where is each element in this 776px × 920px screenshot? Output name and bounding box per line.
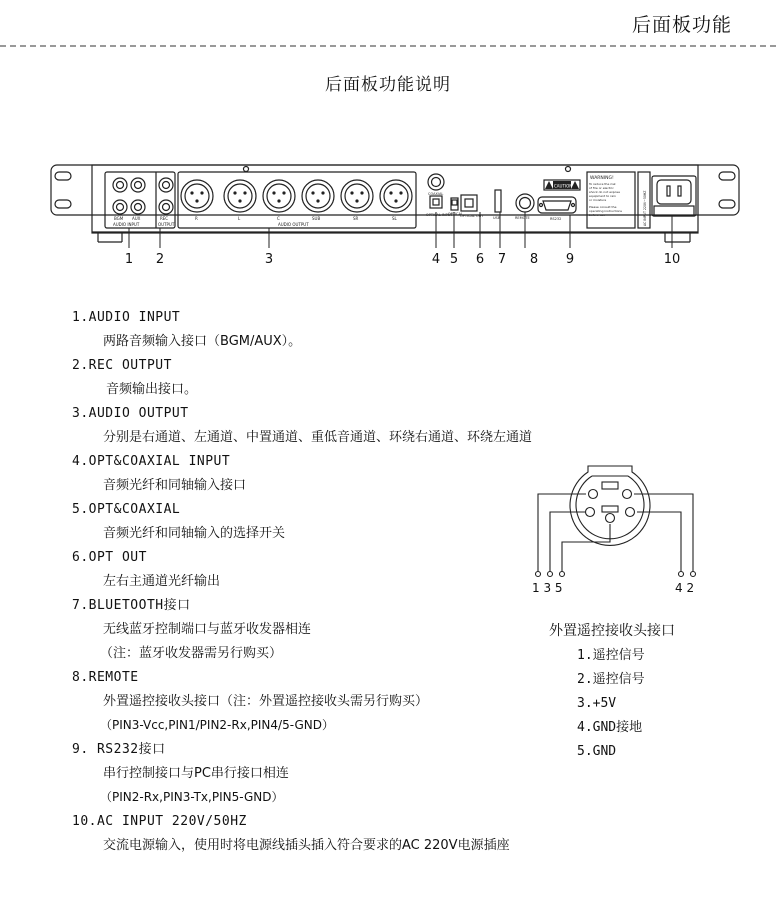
- callout-number: 7: [497, 252, 507, 267]
- rca-jack-icon: [131, 200, 145, 214]
- channel-label: C: [277, 216, 280, 221]
- coaxial-jack-icon: [428, 174, 444, 190]
- item-description: 音频输出接口。: [106, 382, 198, 397]
- warning-triangle-icon: [545, 181, 553, 189]
- pin-icon: [586, 508, 595, 517]
- pin-icon: [606, 514, 615, 523]
- pin-item: 5.GND: [577, 744, 617, 759]
- item-description: 分别是右通道、左通道、中置通道、重低音通道、环绕右通道、环绕左通道: [103, 430, 533, 445]
- optical-input-icon: [430, 196, 442, 208]
- item-rec-output: [72, 357, 197, 398]
- mount-slot-icon: [55, 172, 71, 180]
- optical-out-label: OPTICAL OUT: [460, 214, 484, 218]
- item-opt-coaxial-input: [72, 453, 246, 494]
- channel-label: SL: [392, 216, 397, 221]
- item-heading: 10.AC INPUT 220V/50HZ: [72, 814, 247, 829]
- callout-number: 3: [264, 252, 274, 267]
- warning-line: shock do not expose: [589, 190, 620, 194]
- bgm-label: BGM: [114, 216, 124, 221]
- pin-item: 2.遥控信号: [577, 672, 645, 687]
- callout-number: 1: [124, 252, 134, 267]
- pin-item: 4.GND接地: [577, 720, 643, 735]
- xlr-connector-icon: [181, 180, 412, 212]
- callout-number: 5: [449, 252, 459, 267]
- item-audio-input: [72, 309, 301, 350]
- dashed-divider: [0, 45, 776, 47]
- warning-title: WARNING!: [590, 176, 614, 181]
- audio-output-label: AUDIO OUTPUT: [278, 222, 309, 227]
- callout-number: 10: [663, 252, 681, 267]
- mount-slot-icon: [55, 200, 71, 208]
- rca-jack-icon: [113, 178, 127, 192]
- item-heading: 4.OPT&COAXIAL INPUT: [72, 454, 231, 469]
- pin-icon: [626, 508, 635, 517]
- channel-label: L: [238, 216, 241, 221]
- item-heading: 9. RS232接口: [72, 742, 166, 757]
- remote-label: REMOTE: [515, 216, 530, 220]
- rca-jack-icon: [113, 200, 127, 214]
- item-opt-out: [72, 549, 220, 590]
- item-heading: 8.REMOTE: [72, 670, 139, 685]
- warning-line: before use: [589, 213, 605, 217]
- rs232-port-icon: [538, 197, 576, 213]
- remote-pin-diagram: [528, 462, 708, 602]
- channel-label: R: [195, 216, 198, 221]
- item-rs232: [72, 741, 289, 806]
- remote-port-icon: [516, 194, 534, 212]
- right-pin-numbers: 4 2: [675, 581, 695, 595]
- pin-item: 1.遥控信号: [577, 648, 645, 663]
- item-note: （PIN3-Vcc,PIN1/PIN2-Rx,PIN4/5-GND）: [100, 718, 334, 732]
- pin-list: [577, 644, 645, 764]
- rca-jack-icon: [131, 178, 145, 192]
- left-pin-numbers: 1 3 5: [532, 581, 563, 595]
- item-heading: 7.BLUETOOTH接口: [72, 598, 191, 613]
- pin-diagram-title: 外置遥控接收头接口: [549, 623, 675, 639]
- rear-panel-diagram: [50, 160, 740, 270]
- item-description: 两路音频输入接口（BGM/AUX）。: [103, 334, 302, 349]
- ac-input-label: AC INPUT 220V~50HZ: [643, 190, 647, 226]
- item-description: 外置遥控接收头接口（注：外置遥控接收头需另行购买）: [103, 694, 429, 709]
- item-heading: 3.AUDIO OUTPUT: [72, 406, 189, 421]
- item-remote: [72, 669, 428, 734]
- item-bluetooth: [72, 597, 311, 662]
- callout-number: 2: [155, 252, 165, 267]
- aux-label: AUX: [132, 216, 141, 221]
- item-heading: 2.REC OUTPUT: [72, 358, 172, 373]
- rec-label: REC: [160, 216, 169, 221]
- channel-label: SUB: [312, 216, 321, 221]
- caution-label: CAUTION: [554, 183, 573, 189]
- warning-line: Please consult the: [589, 205, 617, 209]
- rs232-label: RS232: [550, 217, 562, 221]
- pin-icon: [589, 490, 598, 499]
- pin-item: 3.+5V: [577, 696, 617, 711]
- optical-label: OPTICAL: [448, 212, 463, 216]
- item-heading: 6.OPT OUT: [72, 550, 147, 565]
- channel-label: SR: [353, 216, 359, 221]
- pin-icon: [623, 490, 632, 499]
- item-description: 无线蓝牙控制端口与蓝牙收发器相连: [103, 622, 312, 637]
- warning-line: operating instructions: [589, 209, 622, 213]
- item-note: （PIN2-Rx,PIN3-Tx,PIN5-GND）: [100, 790, 284, 804]
- warning-line: or moisture: [589, 198, 607, 202]
- item-opt-coaxial-switch: [72, 501, 285, 542]
- section-title: 后面板功能: [631, 14, 732, 36]
- usb-port-icon: [495, 190, 501, 212]
- ac-inlet-icon: [652, 176, 696, 216]
- item-ac-input: [72, 813, 510, 854]
- warning-line: To reduce the risk: [589, 182, 616, 186]
- coaxial-label: COAXIAL: [428, 192, 444, 196]
- item-audio-output: [72, 405, 532, 446]
- item-description: 音频光纤和同轴输入的选择开关: [103, 526, 286, 541]
- rec-output-label: OUTPUT: [158, 222, 175, 227]
- item-description: 交流电源输入，使用时将电源线插头插入符合要求的AC 220V电源插座: [103, 838, 510, 853]
- callout-number: 6: [475, 252, 485, 267]
- usb-label: USB: [493, 216, 501, 220]
- rca-jack-icon: [159, 200, 173, 214]
- item-description: 串行控制接口与PC串行接口相连: [103, 766, 289, 781]
- optical-input-label: OPTICAL INPUT: [426, 213, 453, 217]
- mount-slot-icon: [719, 172, 735, 180]
- optical-out-icon: [461, 195, 477, 211]
- rca-jack-icon: [159, 178, 173, 192]
- warning-line: of fire or electric: [589, 186, 614, 190]
- item-description: 音频光纤和同轴输入接口: [103, 478, 247, 493]
- item-heading: 5.OPT&COAXIAL: [72, 502, 181, 517]
- page-title: 后面板功能说明: [325, 75, 451, 95]
- item-description: 左右主通道光纤输出: [103, 574, 221, 589]
- mount-slot-icon: [719, 200, 735, 208]
- callout-number: 4: [431, 252, 441, 267]
- item-heading: 1.AUDIO INPUT: [72, 310, 181, 325]
- callout-number: 8: [529, 252, 539, 267]
- warning-line: equipment to rain: [589, 194, 616, 198]
- audio-input-label: AUDIO INPUT: [113, 222, 140, 227]
- callout-number: 9: [565, 252, 575, 267]
- item-note: （注：蓝牙收发器需另行购买）: [100, 646, 283, 661]
